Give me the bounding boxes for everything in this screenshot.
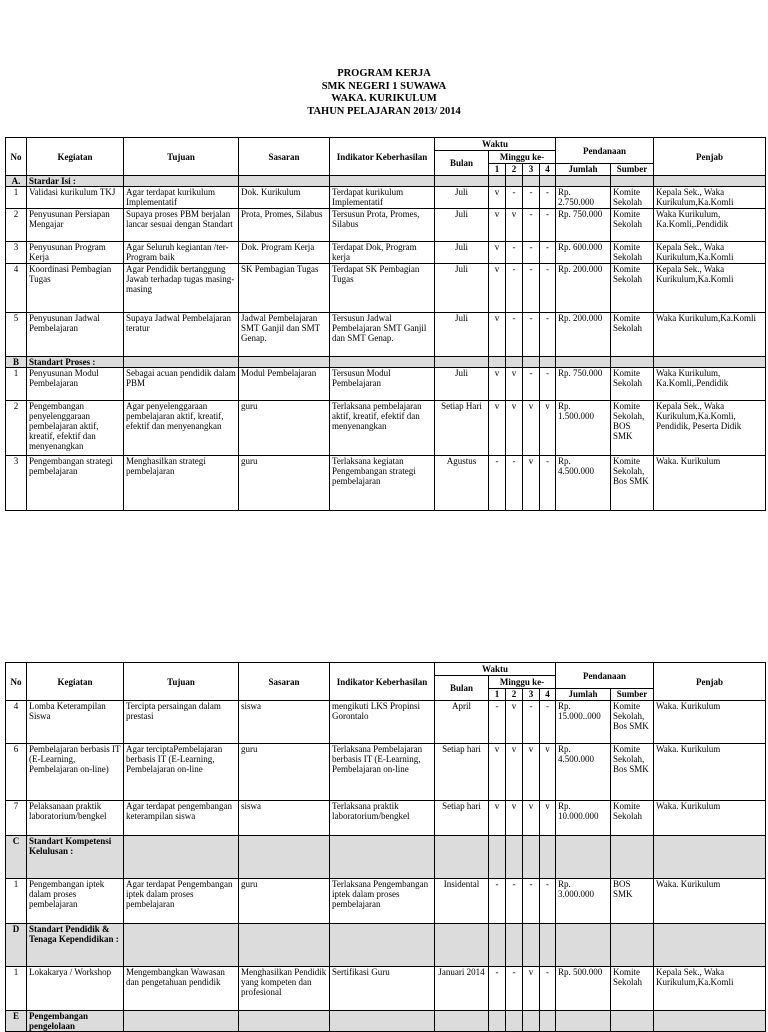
cell-week-4: - bbox=[540, 967, 556, 1011]
cell-week-2: - bbox=[506, 313, 523, 357]
cell-indikator: Terdapat SK Pembagian Tugas bbox=[330, 264, 435, 313]
cell-penjab: Waka Kurikulum, Ka.Komli,.Pendidik bbox=[654, 209, 766, 242]
col-indikator: Indikator Keberhasilan bbox=[330, 663, 435, 701]
cell-indikator: Terlaksana Pembelajaran berbasis IT (E-Learning, Pembelajaran on-line bbox=[330, 744, 435, 801]
cell-sasaran: Menghasilkan Pendidik yang kompeten dan profesional bbox=[239, 967, 330, 1011]
cell-jumlah: Rp. 1.500.000 bbox=[556, 401, 611, 456]
empty-cell bbox=[556, 836, 611, 879]
col-sumber: Sumber bbox=[611, 164, 654, 176]
cell-sasaran: SK Pembagian Tugas bbox=[239, 264, 330, 313]
cell-sumber: Komite Sekolah bbox=[611, 313, 654, 357]
section-row bbox=[6, 1011, 766, 1032]
cell-week-4: - bbox=[540, 187, 556, 209]
cell-kegiatan: Koordinasi Pembagian Tugas bbox=[27, 264, 124, 313]
cell-week-2: v bbox=[506, 701, 523, 744]
cell-sumber: Komite Sekolah bbox=[611, 187, 654, 209]
empty-cell bbox=[540, 924, 556, 967]
cell-bulan: Juli bbox=[435, 242, 489, 264]
col-week-4: 4 bbox=[540, 164, 556, 176]
empty-cell bbox=[540, 836, 556, 879]
cell-indikator: mengikuti LKS Propinsi Gorontalo bbox=[330, 701, 435, 744]
table-row bbox=[6, 879, 766, 924]
cell-sumber: Komite Sekolah bbox=[611, 242, 654, 264]
cell-jumlah: Rp. 600.000 bbox=[556, 242, 611, 264]
cell-penjab: Kepala Sek., Waka Kurikulum,Ka.Komli bbox=[654, 967, 766, 1011]
col-no: No bbox=[6, 138, 27, 176]
cell-week-4: - bbox=[540, 456, 556, 511]
cell-jumlah: Rp. 200.000 bbox=[556, 313, 611, 357]
table-row bbox=[6, 264, 766, 313]
col-kegiatan: Kegiatan bbox=[27, 663, 124, 701]
cell-sasaran: guru bbox=[239, 879, 330, 924]
cell-tujuan: Tercipta persaingan dalam prestasi bbox=[124, 701, 239, 744]
cell-bulan: Juli bbox=[435, 313, 489, 357]
cell-week-4: v bbox=[540, 401, 556, 456]
empty-cell bbox=[523, 357, 540, 368]
cell-jumlah: Rp. 200.000 bbox=[556, 264, 611, 313]
empty-cell bbox=[239, 357, 330, 368]
cell-penjab: Waka. Kurikulum bbox=[654, 879, 766, 924]
empty-cell bbox=[124, 836, 239, 879]
cell-sumber: Komite Sekolah bbox=[611, 209, 654, 242]
cell-tujuan: Agar terciptaPembelajaran berbasis IT (E-Learning, Pembelajaran on-line bbox=[124, 744, 239, 801]
cell-week-3: v bbox=[523, 967, 540, 1011]
cell-jumlah: Rp. 4.500.000 bbox=[556, 456, 611, 511]
section-row bbox=[6, 357, 766, 368]
work-program-table-page1 bbox=[5, 137, 766, 511]
section-row bbox=[6, 176, 766, 187]
table-row bbox=[6, 242, 766, 264]
cell-week-2: - bbox=[506, 456, 523, 511]
cell-penjab: Kepala Sek., Waka Kurikulum,Ka.Komli, Pendidik, Peserta Didik bbox=[654, 401, 766, 456]
cell-week-4: - bbox=[540, 242, 556, 264]
cell-indikator: Terlaksana pembelajaran aktif, kreatif, efektif dan menyenangkan bbox=[330, 401, 435, 456]
cell-week-1: v bbox=[489, 744, 506, 801]
cell-kegiatan: Lomba Keterampilan Siswa bbox=[27, 701, 124, 744]
empty-cell bbox=[330, 836, 435, 879]
cell-bulan: Juli bbox=[435, 187, 489, 209]
cell-penjab: Waka. Kurikulum bbox=[654, 701, 766, 744]
empty-cell bbox=[239, 176, 330, 187]
col-week-2: 2 bbox=[506, 689, 523, 701]
cell-penjab: Waka. Kurikulum bbox=[654, 456, 766, 511]
col-minggu: Minggu ke- bbox=[489, 676, 556, 689]
empty-cell bbox=[239, 924, 330, 967]
col-waktu: Waktu bbox=[435, 663, 556, 676]
empty-cell bbox=[556, 1011, 611, 1032]
cell-week-1: - bbox=[489, 701, 506, 744]
empty-cell bbox=[654, 924, 766, 967]
empty-cell bbox=[489, 176, 506, 187]
cell-indikator: Terlaksana Pengembangan iptek dalam proses pembelajaran bbox=[330, 879, 435, 924]
cell-week-2: v bbox=[506, 368, 523, 401]
empty-cell bbox=[330, 924, 435, 967]
cell-bulan: Setiap hari bbox=[435, 801, 489, 836]
empty-cell bbox=[506, 357, 523, 368]
cell-sasaran: Prota, Promes, Silabus bbox=[239, 209, 330, 242]
empty-cell bbox=[654, 1011, 766, 1032]
cell-penjab: Waka. Kurikulum bbox=[654, 801, 766, 836]
cell-no: 5 bbox=[6, 313, 27, 357]
empty-cell bbox=[124, 924, 239, 967]
col-week-3: 3 bbox=[523, 164, 540, 176]
empty-cell bbox=[523, 176, 540, 187]
academic-year: TAHUN PELAJARAN 2013/ 2014 bbox=[307, 105, 461, 117]
empty-cell bbox=[611, 1011, 654, 1032]
empty-cell bbox=[556, 176, 611, 187]
cell-sasaran: Jadwal Pembelajaran SMT Ganjil dan SMT Genap. bbox=[239, 313, 330, 357]
cell-sasaran: guru bbox=[239, 744, 330, 801]
table-row bbox=[6, 744, 766, 801]
cell-sasaran: guru bbox=[239, 456, 330, 511]
cell-week-4: v bbox=[540, 744, 556, 801]
empty-cell bbox=[489, 836, 506, 879]
cell-week-1: v bbox=[489, 187, 506, 209]
empty-cell bbox=[611, 357, 654, 368]
cell-sumber: Komite Sekolah bbox=[611, 264, 654, 313]
empty-cell bbox=[654, 357, 766, 368]
cell-no: 3 bbox=[6, 456, 27, 511]
section-row bbox=[6, 924, 766, 967]
cell-no: 7 bbox=[6, 801, 27, 836]
cell-week-1: v bbox=[489, 401, 506, 456]
cell-no: 6 bbox=[6, 744, 27, 801]
cell-jumlah: Rp. 15.000..000 bbox=[556, 701, 611, 744]
cell-jumlah: Rp. 4.500.000 bbox=[556, 744, 611, 801]
cell-bulan: Insidental bbox=[435, 879, 489, 924]
cell-week-4: - bbox=[540, 313, 556, 357]
empty-cell bbox=[330, 357, 435, 368]
cell-jumlah: Rp. 500.000 bbox=[556, 967, 611, 1011]
col-week-3: 3 bbox=[523, 689, 540, 701]
cell-indikator: Terdapat Dok, Program kerja bbox=[330, 242, 435, 264]
cell-penjab: Kepala Sek., Waka Kurikulum,Ka.Komli bbox=[654, 242, 766, 264]
cell-jumlah: Rp. 750.000 bbox=[556, 368, 611, 401]
cell-jumlah: Rp. 10.000.000 bbox=[556, 801, 611, 836]
col-bulan: Bulan bbox=[435, 676, 489, 701]
cell-week-1: v bbox=[489, 242, 506, 264]
cell-week-3: v bbox=[523, 401, 540, 456]
work-program-table-page2 bbox=[5, 662, 766, 1032]
cell-week-4: - bbox=[540, 209, 556, 242]
cell-week-4: - bbox=[540, 368, 556, 401]
cell-week-2: - bbox=[506, 967, 523, 1011]
cell-kegiatan: Penyusunan Modul Pembelajaran bbox=[27, 368, 124, 401]
cell-kegiatan: Penyusunan Jadwal Pembelajaran bbox=[27, 313, 124, 357]
cell-week-2: - bbox=[506, 242, 523, 264]
empty-cell bbox=[523, 924, 540, 967]
cell-sumber: Komite Sekolah bbox=[611, 801, 654, 836]
col-bulan: Bulan bbox=[435, 151, 489, 176]
cell-penjab: Waka Kurikulum, Ka.Komli,.Pendidik bbox=[654, 368, 766, 401]
empty-cell bbox=[435, 924, 489, 967]
col-sumber: Sumber bbox=[611, 689, 654, 701]
cell-sumber: Komite Sekolah, BOS SMK bbox=[611, 401, 654, 456]
cell-sumber: Komite Sekolah, Bos SMK bbox=[611, 744, 654, 801]
cell-no: 4 bbox=[6, 264, 27, 313]
cell-no: 1 bbox=[6, 879, 27, 924]
empty-cell bbox=[540, 357, 556, 368]
empty-cell bbox=[330, 176, 435, 187]
col-waktu: Waktu bbox=[435, 138, 556, 151]
cell-no: 1 bbox=[6, 368, 27, 401]
empty-cell bbox=[124, 176, 239, 187]
cell-sasaran: Dok. Kurikulum bbox=[239, 187, 330, 209]
cell-kegiatan: Validasi kurikulum TKJ bbox=[27, 187, 124, 209]
cell-week-4: v bbox=[540, 801, 556, 836]
col-jumlah: Jumlah bbox=[556, 689, 611, 701]
cell-penjab: Waka Kurikulum,Ka.Komli bbox=[654, 313, 766, 357]
cell-bulan: Setiap Hari bbox=[435, 401, 489, 456]
cell-week-1: - bbox=[489, 879, 506, 924]
cell-bulan: Juli bbox=[435, 209, 489, 242]
cell-week-2: v bbox=[506, 401, 523, 456]
section-letter: E bbox=[6, 1011, 27, 1032]
empty-cell bbox=[330, 1011, 435, 1032]
section-letter: A. bbox=[6, 176, 27, 187]
section-title: Pengembangan pengelolaan bbox=[27, 1011, 124, 1032]
empty-cell bbox=[611, 836, 654, 879]
cell-tujuan: Supaya proses PBM berjalan lancar sesuai dengan Standart bbox=[124, 209, 239, 242]
section-title: Stardar Isi : bbox=[27, 176, 124, 187]
table-row bbox=[6, 967, 766, 1011]
cell-sasaran: guru bbox=[239, 401, 330, 456]
cell-kegiatan: Pelaksanaan praktik laboratorium/bengkel bbox=[27, 801, 124, 836]
cell-week-3: - bbox=[523, 879, 540, 924]
cell-sasaran: Dok. Program Kerja bbox=[239, 242, 330, 264]
col-penjab: Penjab bbox=[654, 138, 766, 176]
table-row bbox=[6, 456, 766, 511]
cell-penjab: Waka. Kurikulum bbox=[654, 744, 766, 801]
cell-jumlah: Rp. 2.750.000 bbox=[556, 187, 611, 209]
empty-cell bbox=[506, 1011, 523, 1032]
cell-indikator: Terdapat kurikulum Implementatif bbox=[330, 187, 435, 209]
doc-title: PROGRAM KERJA bbox=[337, 68, 431, 79]
section-title: Standart Pendidik & Tenaga Kependidikan : bbox=[27, 924, 124, 967]
cell-no: 4 bbox=[6, 701, 27, 744]
empty-cell bbox=[124, 1011, 239, 1032]
empty-cell bbox=[611, 924, 654, 967]
col-tujuan: Tujuan bbox=[124, 663, 239, 701]
col-pendanaan: Pendanaan bbox=[556, 663, 654, 689]
empty-cell bbox=[506, 176, 523, 187]
table-row bbox=[6, 801, 766, 836]
cell-kegiatan: Pengembangan iptek dalam proses pembelajaran bbox=[27, 879, 124, 924]
cell-week-1: v bbox=[489, 209, 506, 242]
empty-cell bbox=[489, 357, 506, 368]
cell-jumlah: Rp. 750.000 bbox=[556, 209, 611, 242]
school-name: SMK NEGERI 1 SUWAWA bbox=[321, 80, 447, 92]
cell-sumber: Komite Sekolah bbox=[611, 368, 654, 401]
empty-cell bbox=[556, 924, 611, 967]
cell-week-3: v bbox=[523, 744, 540, 801]
empty-cell bbox=[540, 176, 556, 187]
cell-no: 3 bbox=[6, 242, 27, 264]
cell-week-3: - bbox=[523, 187, 540, 209]
table-row bbox=[6, 187, 766, 209]
section-letter: B bbox=[6, 357, 27, 368]
col-sasaran: Sasaran bbox=[239, 663, 330, 701]
cell-bulan: Setiap hari bbox=[435, 744, 489, 801]
cell-bulan: Agustus bbox=[435, 456, 489, 511]
empty-cell bbox=[523, 1011, 540, 1032]
cell-week-3: v bbox=[523, 801, 540, 836]
table2-body bbox=[6, 701, 766, 1032]
empty-cell bbox=[239, 836, 330, 879]
col-week-1: 1 bbox=[489, 689, 506, 701]
section-letter: D bbox=[6, 924, 27, 967]
col-week-1: 1 bbox=[489, 164, 506, 176]
empty-cell bbox=[654, 176, 766, 187]
empty-cell bbox=[239, 1011, 330, 1032]
col-tujuan: Tujuan bbox=[124, 138, 239, 176]
cell-tujuan: Menghasilkan strategi pembelajaran bbox=[124, 456, 239, 511]
cell-week-2: - bbox=[506, 264, 523, 313]
cell-sumber: Komite Sekolah, Bos SMK bbox=[611, 701, 654, 744]
cell-tujuan: Agar terdapat kurikulum Implementatif bbox=[124, 187, 239, 209]
table-row bbox=[6, 401, 766, 456]
col-pendanaan: Pendanaan bbox=[556, 138, 654, 164]
cell-no: 1 bbox=[6, 187, 27, 209]
cell-indikator: Tersusun Jadwal Pembelajaran SMT Ganjil dan SMT Genap. bbox=[330, 313, 435, 357]
cell-penjab: Kepala Sek., Waka Kurikulum,Ka.Komli bbox=[654, 264, 766, 313]
section-title: Standart Kompetensi Kelulusan : bbox=[27, 836, 124, 879]
cell-bulan: Juli bbox=[435, 264, 489, 313]
cell-week-1: v bbox=[489, 264, 506, 313]
cell-week-3: - bbox=[523, 242, 540, 264]
cell-bulan: April bbox=[435, 701, 489, 744]
cell-tujuan: Agar Seluruh kegiantan /ter-Program baik bbox=[124, 242, 239, 264]
cell-week-1: v bbox=[489, 313, 506, 357]
cell-penjab: Kepala Sek., Waka Kurikulum,Ka.Komli bbox=[654, 187, 766, 209]
document-header bbox=[0, 68, 768, 118]
empty-cell bbox=[124, 357, 239, 368]
cell-tujuan: Agar terdapat Pengembangan iptek dalam proses pembelajaran bbox=[124, 879, 239, 924]
cell-sasaran: siswa bbox=[239, 701, 330, 744]
cell-week-2: v bbox=[506, 744, 523, 801]
empty-cell bbox=[435, 176, 489, 187]
cell-week-4: - bbox=[540, 701, 556, 744]
col-penjab: Penjab bbox=[654, 663, 766, 701]
section-title: Standart Proses : bbox=[27, 357, 124, 368]
empty-cell bbox=[435, 1011, 489, 1032]
cell-week-3: v bbox=[523, 456, 540, 511]
cell-week-1: - bbox=[489, 967, 506, 1011]
col-no: No bbox=[6, 663, 27, 701]
col-jumlah: Jumlah bbox=[556, 164, 611, 176]
empty-cell bbox=[489, 1011, 506, 1032]
cell-tujuan: Agar Pendidik bertanggung Jawab terhadap tugas masing-masing bbox=[124, 264, 239, 313]
cell-no: 2 bbox=[6, 401, 27, 456]
cell-indikator: Tersusun Prota, Promes, Silabus bbox=[330, 209, 435, 242]
cell-sasaran: siswa bbox=[239, 801, 330, 836]
cell-week-1: - bbox=[489, 456, 506, 511]
cell-week-4: - bbox=[540, 879, 556, 924]
cell-week-3: - bbox=[523, 368, 540, 401]
cell-sasaran: Modul Pembelajaran bbox=[239, 368, 330, 401]
empty-cell bbox=[506, 836, 523, 879]
empty-cell bbox=[435, 836, 489, 879]
table1-body bbox=[6, 176, 766, 511]
cell-sumber: Komite Sekolah, Bos SMK bbox=[611, 456, 654, 511]
cell-week-1: v bbox=[489, 368, 506, 401]
cell-week-2: - bbox=[506, 187, 523, 209]
col-week-2: 2 bbox=[506, 164, 523, 176]
cell-tujuan: Sebagai acuan pendidik dalam PBM bbox=[124, 368, 239, 401]
cell-kegiatan: Pembelajaran berbasis IT (E-Learning, Pembelajaran on-line) bbox=[27, 744, 124, 801]
col-sasaran: Sasaran bbox=[239, 138, 330, 176]
table-row bbox=[6, 368, 766, 401]
cell-indikator: Tersusun Modul Pembelajaran bbox=[330, 368, 435, 401]
unit-name: WAKA. KURIKULUM bbox=[331, 93, 437, 104]
cell-week-3: - bbox=[523, 313, 540, 357]
cell-tujuan: Mengembangkan Wawasan dan pengetahuan pendidik bbox=[124, 967, 239, 1011]
cell-sumber: BOS SMK bbox=[611, 879, 654, 924]
section-row bbox=[6, 836, 766, 879]
empty-cell bbox=[540, 1011, 556, 1032]
empty-cell bbox=[654, 836, 766, 879]
cell-tujuan: Supaya Jadwal Pembelajaran teratur bbox=[124, 313, 239, 357]
cell-week-2: - bbox=[506, 879, 523, 924]
cell-kegiatan: Pengembangan strategi pembelajaran bbox=[27, 456, 124, 511]
cell-sumber: Komite Sekolah bbox=[611, 967, 654, 1011]
col-indikator: Indikator Keberhasilan bbox=[330, 138, 435, 176]
cell-jumlah: Rp. 3.000.000 bbox=[556, 879, 611, 924]
empty-cell bbox=[489, 924, 506, 967]
cell-tujuan: Agar terdapat pengembangan keterampilan siswa bbox=[124, 801, 239, 836]
col-kegiatan: Kegiatan bbox=[27, 138, 124, 176]
empty-cell bbox=[556, 357, 611, 368]
empty-cell bbox=[506, 924, 523, 967]
cell-kegiatan: Penyusunan Program Kerja bbox=[27, 242, 124, 264]
table-row bbox=[6, 313, 766, 357]
empty-cell bbox=[435, 357, 489, 368]
cell-kegiatan: Penyusunan Persiapan Mengajar bbox=[27, 209, 124, 242]
table-row bbox=[6, 701, 766, 744]
cell-indikator: Terlaksana kegiatan Pengembangan strategi pembelajaran bbox=[330, 456, 435, 511]
cell-bulan: Januari 2014 bbox=[435, 967, 489, 1011]
cell-bulan: Juli bbox=[435, 368, 489, 401]
cell-kegiatan: Lokakarya / Workshop bbox=[27, 967, 124, 1011]
cell-week-4: - bbox=[540, 264, 556, 313]
cell-week-2: v bbox=[506, 209, 523, 242]
cell-indikator: Sertifikasi Guru bbox=[330, 967, 435, 1011]
empty-cell bbox=[611, 176, 654, 187]
cell-week-3: - bbox=[523, 701, 540, 744]
cell-week-3: - bbox=[523, 209, 540, 242]
cell-week-3: - bbox=[523, 264, 540, 313]
cell-no: 1 bbox=[6, 967, 27, 1011]
cell-kegiatan: Pengembangan penyelenggaraan pembelajaran aktif, kreatif, efektif dan menyenangkan bbox=[27, 401, 124, 456]
table-row bbox=[6, 209, 766, 242]
cell-week-1: v bbox=[489, 801, 506, 836]
cell-tujuan: Agar penyelenggaraan pembelajaran aktif, kreatif, efektif dan menyenangkan bbox=[124, 401, 239, 456]
empty-cell bbox=[523, 836, 540, 879]
cell-indikator: Terlaksana praktik laboratorium/bengkel bbox=[330, 801, 435, 836]
cell-no: 2 bbox=[6, 209, 27, 242]
col-minggu: Minggu ke- bbox=[489, 151, 556, 164]
section-letter: C bbox=[6, 836, 27, 879]
cell-week-2: v bbox=[506, 801, 523, 836]
col-week-4: 4 bbox=[540, 689, 556, 701]
